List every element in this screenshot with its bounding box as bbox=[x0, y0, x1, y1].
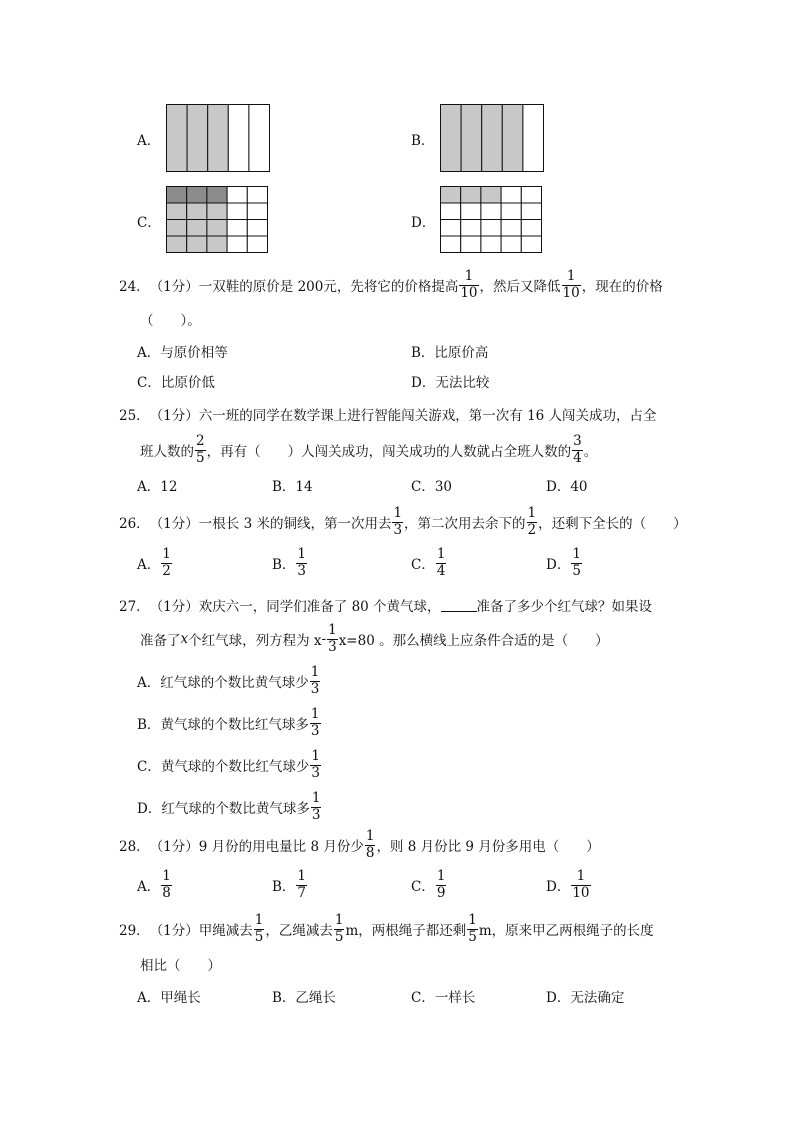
q27-score: （1分） bbox=[149, 599, 199, 615]
q24-text-3: ，现在的价格 bbox=[581, 279, 663, 295]
grid-cell bbox=[167, 236, 187, 253]
grid-cell bbox=[207, 220, 227, 237]
q29-fraction-1: $\frac{1}{5}$ bbox=[254, 912, 264, 945]
q23-option-c-label[interactable]: C． bbox=[137, 215, 161, 231]
q28-option-b[interactable]: B． $\frac{1}{7}$ bbox=[272, 868, 307, 901]
q29-fraction-2: $\frac{1}{5}$ bbox=[334, 912, 344, 945]
grid-cell bbox=[187, 187, 207, 204]
q25-number: 25． bbox=[119, 408, 150, 424]
q23-option-b-label[interactable]: B． bbox=[411, 133, 435, 149]
q24-option-c[interactable]: C．比原价低 bbox=[137, 375, 215, 391]
grid-cell bbox=[461, 220, 481, 237]
q28-score: （1分） bbox=[149, 839, 199, 855]
grid-cell bbox=[501, 220, 521, 237]
q26-text-3: ，还剩下全长的（ ） bbox=[538, 516, 687, 532]
q23-figure-c bbox=[166, 186, 268, 254]
grid-cell bbox=[481, 203, 501, 220]
grid-cell bbox=[187, 203, 207, 220]
q27-text-5: x=80 。那么横线上应条件合适的是（ ） bbox=[338, 633, 609, 649]
q29-text-3: m，两根绳子都还剩 bbox=[345, 923, 467, 939]
grid-cell bbox=[481, 220, 501, 237]
grid-cell bbox=[441, 203, 461, 220]
grid-cell bbox=[247, 220, 267, 237]
question-27-line-1 bbox=[119, 594, 652, 616]
grid-cell bbox=[521, 187, 541, 204]
grid-cell bbox=[461, 203, 481, 220]
q26-option-a[interactable]: A． $\frac{1}{2}$ bbox=[137, 546, 171, 579]
grid-cell bbox=[501, 236, 521, 253]
grid-cell bbox=[227, 203, 247, 220]
q27-option-c[interactable]: C．黄气球的个数比红气球少 $\frac{1}{3}$ bbox=[137, 748, 320, 781]
q25-option-c[interactable]: C．30 bbox=[411, 479, 453, 495]
q25-text-4: 。 bbox=[583, 444, 598, 460]
question-28 bbox=[119, 828, 600, 862]
q29-text-2: ，乙绳减去 bbox=[265, 923, 333, 939]
q23-option-d-label[interactable]: D． bbox=[411, 215, 436, 231]
q24-option-d[interactable]: D．无法比较 bbox=[411, 375, 490, 391]
grid-cell bbox=[461, 236, 481, 253]
q25-option-a[interactable]: A．12 bbox=[137, 479, 178, 495]
grid-cell bbox=[441, 220, 461, 237]
q29-score: （1分） bbox=[149, 923, 199, 939]
grid-cell bbox=[521, 203, 541, 220]
q29-option-a[interactable]: A．甲绳长 bbox=[137, 990, 201, 1006]
q23-figure-a bbox=[166, 104, 270, 172]
q25-option-b[interactable]: B．14 bbox=[272, 479, 313, 495]
grid-cell bbox=[207, 236, 227, 253]
question-25-line-1 bbox=[119, 403, 657, 425]
q27-text-2: 准备了多少个红气球？如果设 bbox=[476, 599, 653, 615]
question-24 bbox=[119, 270, 663, 300]
q28-text-2: ，则 8 月份比 9 月份多用电（ ） bbox=[376, 839, 600, 855]
grid-cell bbox=[227, 220, 247, 237]
q25-text-3: ，再有（ ）人闯关成功，闯关成功的人数就占全班人数的 bbox=[206, 444, 572, 460]
q27-text-1: 欢庆六一，同学们准备了 80 个黄气球， bbox=[198, 599, 441, 615]
grid-cell bbox=[441, 187, 461, 204]
grid-cell bbox=[227, 236, 247, 253]
q26-fraction-1: $\frac{1}{3}$ bbox=[393, 505, 403, 538]
grid-cell bbox=[227, 187, 247, 204]
grid-cell bbox=[167, 187, 187, 204]
q29-text-1: 甲绳减去 bbox=[198, 923, 253, 939]
q27-option-b[interactable]: B．黄气球的个数比红气球多 $\frac{1}{3}$ bbox=[137, 706, 320, 739]
q28-text-1: 9 月份的用电量比 8 月份少 bbox=[198, 839, 364, 855]
grid-cell bbox=[187, 220, 207, 237]
grid-cell bbox=[481, 187, 501, 204]
q26-score: （1分） bbox=[149, 516, 199, 532]
q25-option-d[interactable]: D．40 bbox=[546, 479, 588, 495]
grid-cell bbox=[247, 203, 267, 220]
q26-fraction-2: $\frac{1}{2}$ bbox=[527, 505, 537, 538]
q29-fraction-3: $\frac{1}{5}$ bbox=[468, 912, 477, 945]
q27-text-3: 准备了 bbox=[140, 633, 181, 649]
grid-cell bbox=[501, 187, 521, 204]
q26-option-d[interactable]: D． $\frac{1}{5}$ bbox=[546, 546, 581, 579]
q24-option-a[interactable]: A．与原价相等 bbox=[137, 345, 228, 361]
q25-fraction-2: $\frac{3}{4}$ bbox=[573, 433, 582, 466]
q24-fraction-1: $\frac{1}{10}$ bbox=[460, 268, 478, 301]
grid-cell bbox=[167, 203, 187, 220]
grid-cell bbox=[501, 203, 521, 220]
q29-line-2: 相比（ ） bbox=[140, 958, 221, 974]
q29-option-c[interactable]: C．一样长 bbox=[411, 990, 476, 1006]
grid-cell bbox=[521, 236, 541, 253]
q28-number: 28． bbox=[119, 839, 150, 855]
grid-cell bbox=[441, 236, 461, 253]
q29-text-4: m，原来甲乙两根绳子的长度 bbox=[478, 923, 654, 939]
q24-text-2: ，然后又降低 bbox=[479, 279, 561, 295]
question-29 bbox=[119, 912, 654, 946]
q27-variable: x bbox=[180, 631, 189, 647]
q25-text-1: 六一班的同学在数学课上进行智能闯关游戏，第一次有 16 人闯关成功，占全 bbox=[198, 408, 657, 424]
q27-text-4: 个红气球，列方程为 x bbox=[188, 633, 322, 649]
grid-cell bbox=[481, 236, 501, 253]
q27-minus: - bbox=[321, 631, 327, 647]
q29-option-b[interactable]: B．乙绳长 bbox=[272, 990, 336, 1006]
q26-text-2: ，第二次用去余下的 bbox=[404, 516, 526, 532]
q24-score: （1分） bbox=[149, 279, 199, 295]
q26-text-1: 一根长 3 米的铜线，第一次用去 bbox=[198, 516, 392, 532]
q24-option-b[interactable]: B．比原价高 bbox=[411, 345, 489, 361]
q26-number: 26． bbox=[119, 516, 150, 532]
q23-figure-b bbox=[440, 104, 544, 172]
grid-cell bbox=[521, 220, 541, 237]
question-27-line-2 bbox=[140, 622, 609, 656]
q27-answer-blank[interactable] bbox=[441, 599, 477, 612]
q24-line-2: （ ）。 bbox=[140, 313, 201, 329]
q29-option-d[interactable]: D．无法确定 bbox=[546, 990, 625, 1006]
q27-option-d[interactable]: D．红气球的个数比黄气球多 $\frac{1}{3}$ bbox=[137, 790, 321, 823]
q26-option-c[interactable]: C． $\frac{1}{4}$ bbox=[411, 546, 446, 579]
q28-fraction: $\frac{1}{8}$ bbox=[365, 828, 375, 861]
q24-fraction-2: $\frac{1}{10}$ bbox=[562, 268, 580, 301]
grid-cell bbox=[207, 203, 227, 220]
question-25-line-2 bbox=[140, 434, 597, 466]
q28-option-a[interactable]: A． $\frac{1}{8}$ bbox=[137, 868, 171, 901]
q23-figure-d bbox=[440, 186, 544, 254]
q25-text-2: 班人数的 bbox=[140, 444, 194, 460]
q29-number: 29． bbox=[119, 923, 150, 939]
grid-cell bbox=[187, 236, 207, 253]
q27-fraction: $\frac{1}{3}$ bbox=[328, 622, 337, 655]
q25-score: （1分） bbox=[149, 408, 199, 424]
grid-cell bbox=[207, 187, 227, 204]
q25-fraction-1: $\frac{2}{5}$ bbox=[196, 433, 205, 466]
q24-number: 24． bbox=[119, 279, 150, 295]
q26-option-b[interactable]: B． $\frac{1}{3}$ bbox=[272, 546, 307, 579]
question-26 bbox=[119, 506, 687, 538]
q27-number: 27． bbox=[119, 599, 150, 615]
q24-text-1: 一双鞋的原价是 200元，先将它的价格提高 bbox=[198, 279, 459, 295]
grid-cell bbox=[247, 187, 267, 204]
q27-option-a[interactable]: A．红气球的个数比黄气球少 $\frac{1}{3}$ bbox=[137, 664, 320, 697]
q28-option-d[interactable]: D． $\frac{1}{10}$ bbox=[546, 868, 590, 901]
q23-option-a-label[interactable]: A． bbox=[137, 133, 161, 149]
grid-cell bbox=[461, 187, 481, 204]
q28-option-c[interactable]: C． $\frac{1}{9}$ bbox=[411, 868, 446, 901]
grid-cell bbox=[167, 220, 187, 237]
grid-cell bbox=[247, 236, 267, 253]
